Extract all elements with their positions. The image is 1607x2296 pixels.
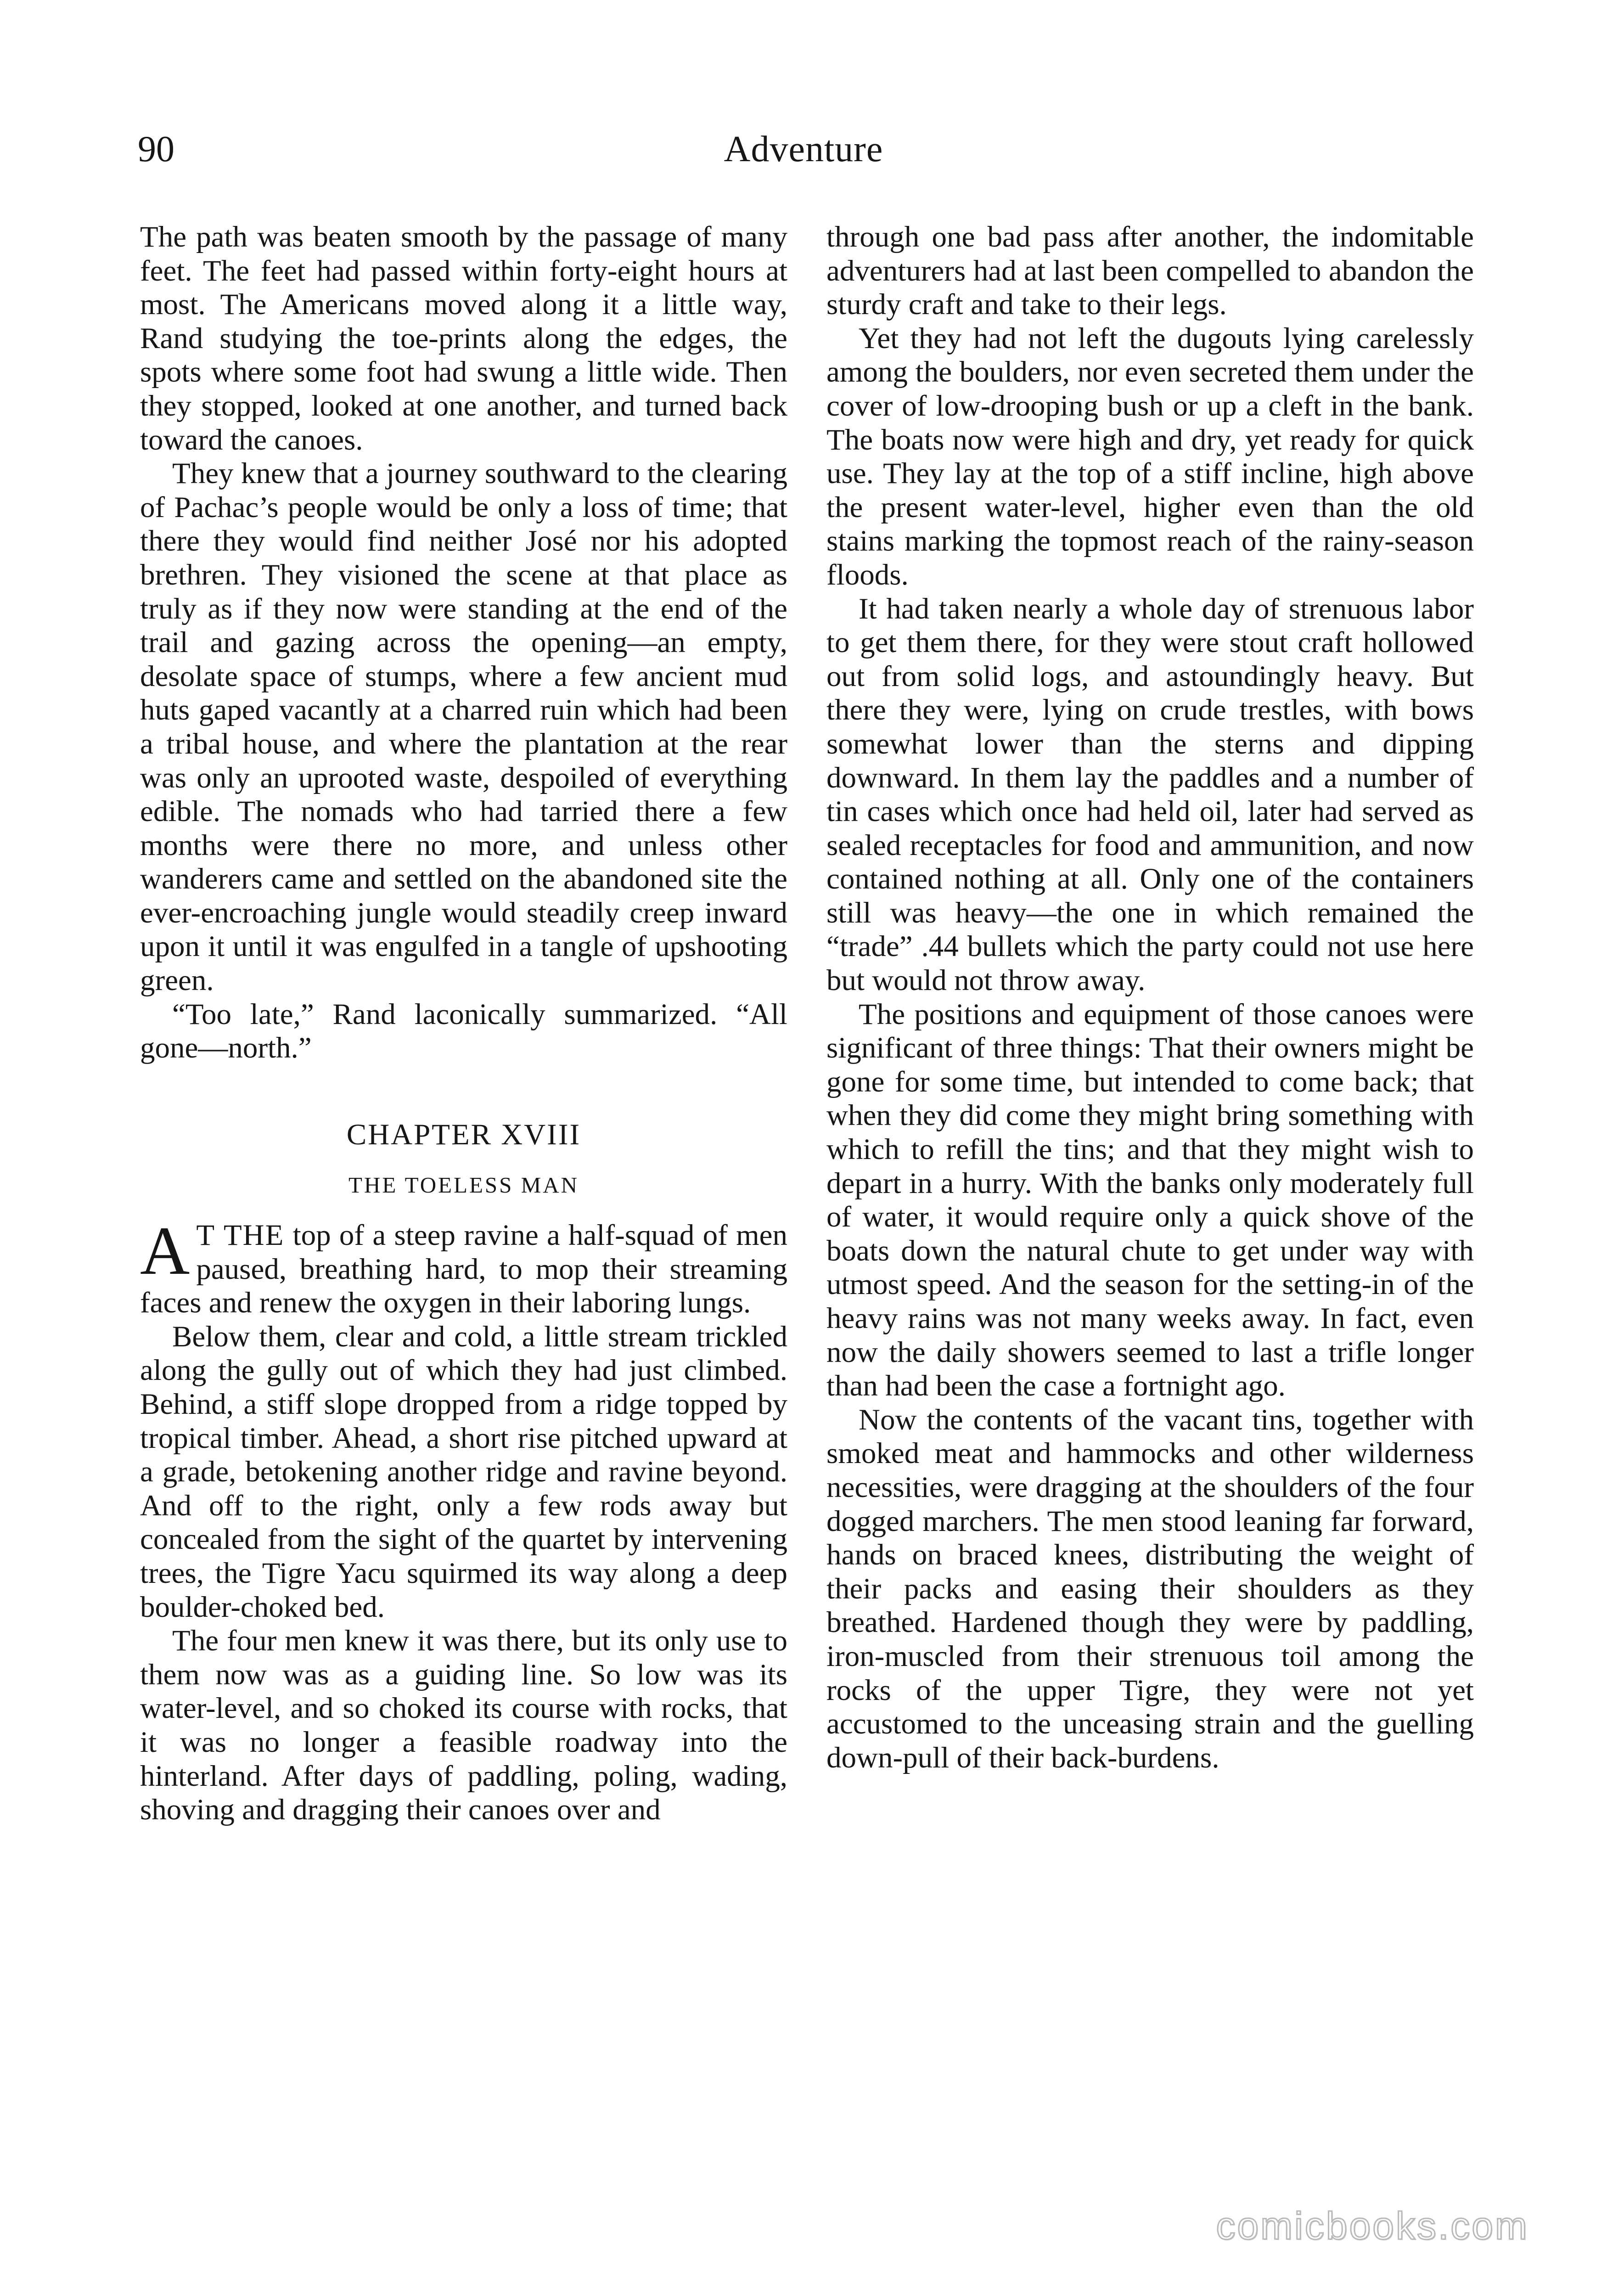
running-head: Adventure xyxy=(724,129,883,169)
chapter-title: CHAPTER XVIII xyxy=(346,1118,581,1151)
paragraph: They knew that a journey southward to the clearing of Pachac’s people would be only a loss of time; that there they would find neither José nor his adopted brethren. They visioned the scene at that place as truly as if they now were standing at the end of the trail and gazing across the opening—an empty, desolate space of stumps, where a few ancient mud huts gaped vacantly at a charred ruin which had been a tribal house, and where the plantation at the rear was only an uprooted waste, despoiled of everything edible. The nomads who had tarried there a few months were there no more, and unless other wanderers came and settled on the abandoned site the ever-encroaching jungle would steadily creep inward upon it until it was engulfed in a tangle of upshooting green. xyxy=(140,457,787,997)
opening-smallcaps: T THE xyxy=(196,1219,285,1252)
watermark: comicbooks.com xyxy=(1216,2204,1529,2247)
page-number: 90 xyxy=(138,129,174,169)
paragraph: Below them, clear and cold, a little stream trickled along the gully out of which they had just climbed. Behind, a stiff slope dropped from a ridge topped by tropical timber. Ahead, a short rise pitched upward at a grade, betokening another ridge and ravine beyond. And off to the right, only a few rods away but concealed from the sight of the quartet by intervening trees, the Tigre Yacu squirmed its way along a deep boulder-choked bed. xyxy=(140,1320,787,1624)
paragraph: Now the contents of the vacant tins, together with smoked meat and hammocks and other wilderness necessities, were dragging at the shoulders of the four dogged marchers. The men stood leaning far forward, hands on braced knees, distributing the weight of their packs and easing their shoulders as they breathed. Hardened though they were by paddling, iron-muscled from their strenuous toil among the rocks of the upper Tigre, they were not yet accustomed to the unceasing strain and the guelling down-pull of their back-burdens. xyxy=(826,1403,1474,1774)
paragraph: The four men knew it was there, but its only use to them now was as a guiding line. So low was its water-level, and so choked its course with rocks, that it was no longer a feasible roadway into the hinterland. After days of paddling, poling, wading, shoving and dragging their canoes over and xyxy=(140,1624,787,1827)
right-column xyxy=(826,220,1474,1775)
left-column xyxy=(140,220,787,1827)
chapter-subtitle: THE TOELESS MAN xyxy=(348,1172,579,1198)
paragraph: It had taken nearly a whole day of strenuous labor to get them there, for they were stout craft hollowed out from solid logs, and astoundingly heavy. But there they were, lying on crude trestles, with bows somewhat lower than the sterns and dipping downward. In them lay the paddles and a number of tin cases which once had held oil, later had served as sealed receptacles for food and ammunition, and now contained nothing at all. Only one of the containers still was heavy—the one in which remained the “trade” .44 bullets which the party could not use here but would not throw away. xyxy=(826,592,1474,997)
paragraph: Yet they had not left the dugouts lying carelessly among the boulders, nor even secreted them under the cover of low-drooping bush or up a cleft in the bank. The boats now were high and dry, yet ready for quick use. They lay at the top of a stiff incline, high above the present water-level, higher even than the old stains marking the topmost reach of the rainy-season floods. xyxy=(826,321,1474,591)
drop-cap: A xyxy=(140,1213,190,1289)
paragraph: The positions and equipment of those canoes were significant of three things: That their owners might be gone for some time, but intended to come back; that when they did come they might bring something with which to refill the tins; and that they might wish to depart in a hurry. With the banks only moderately full of water, it would require only a quick shove of the boats down the natural chute to get under way with utmost speed. And the season for the setting-in of the heavy rains was not many weeks away. In fact, even now the daily showers seemed to last a trifle longer than had been the case a fortnight ago. xyxy=(826,997,1474,1403)
paragraph: The path was beaten smooth by the passage of many feet. The feet had passed within forty-eight hours at most. The Americans moved along it a little way, Rand studying the toe-prints along the edges, the spots where some foot had swung a little wide. Then they stopped, looked at one another, and turned back toward the canoes. xyxy=(140,220,787,456)
opening-text: top of a steep ravine a half-squad of men paused, breathing hard, to mop their streaming faces and renew the oxygen in their laboring lungs. xyxy=(140,1219,787,1320)
paragraph: “Too late,” Rand laconically summarized. “All gone—north.” xyxy=(140,997,787,1065)
chapter-opening-paragraph xyxy=(140,1213,787,1320)
page-header xyxy=(138,131,1469,186)
paragraph: through one bad pass after another, the indomitable adventurers had at last been compelled to abandon the sturdy craft and take to their legs. xyxy=(826,220,1474,321)
